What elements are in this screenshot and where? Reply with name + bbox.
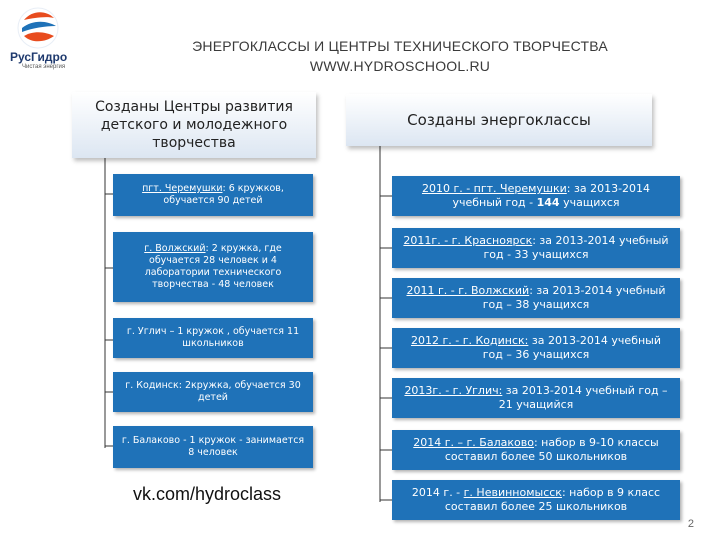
logo-name: РусГидро — [10, 50, 68, 64]
left-item-2: г. Волжский: 2 кружка, где обучается 28 человек и 4 лаборатории технического творчества - 48 человек — [113, 232, 313, 302]
right-column-title: Созданы энергоклассы — [346, 94, 652, 146]
left-column-title: Созданы Центры развития детского и молодежного творчества — [72, 92, 316, 158]
left-item-5: г. Балаково - 1 кружок - занимается 8 человек — [113, 426, 313, 468]
right-item-4: 2012 г. - г. Кодинск: за 2013-2014 учебный год – 36 учащихся — [392, 328, 680, 368]
right-item-5: 2013г. - г. Углич: за 2013-2014 учебный год – 21 учащийся — [392, 378, 680, 418]
left-item-2-place: г. Волжский — [144, 243, 206, 254]
left-item-1-place: пгт. Черемушки — [142, 183, 223, 194]
right-item-2: 2011г. - г. Красноярск: за 2013-2014 учебный год - 33 учащихся — [392, 228, 680, 268]
right-item-6: 2014 г. – г. Балаково: набор в 9-10 классы составил более 50 школьников — [392, 430, 680, 470]
left-item-3: г. Углич – 1 кружок , обучается 11 школьников — [113, 318, 313, 358]
right-item-1: 2010 г. - пгт. Черемушки: за 2013-2014 учебный год - 144 учащихся — [392, 176, 680, 216]
vk-link[interactable]: vk.com/hydroclass — [132, 484, 282, 504]
logo-subtitle: Чистая энергия — [22, 64, 66, 70]
page-title: ЭНЕРГОКЛАССЫ И ЦЕНТРЫ ТЕХНИЧЕСКОГО ТВОРЧЕСТВА — [192, 38, 608, 54]
left-item-1: пгт. Черемушки: 6 кружков, обучается 90 детей — [113, 174, 313, 216]
right-item-7: 2014 г. - г. Невинномысск: набор в 9 класс составил более 25 школьников — [392, 480, 680, 520]
right-item-3: 2011 г. - г. Волжский: за 2013-2014 учебный год – 38 учащихся — [392, 278, 680, 318]
page-url[interactable]: WWW.HYDROSCHOOL.RU — [309, 58, 491, 74]
page-number: 2 — [687, 518, 694, 530]
left-item-4: г. Кодинск: 2кружка, обучается 30 детей — [113, 372, 313, 412]
